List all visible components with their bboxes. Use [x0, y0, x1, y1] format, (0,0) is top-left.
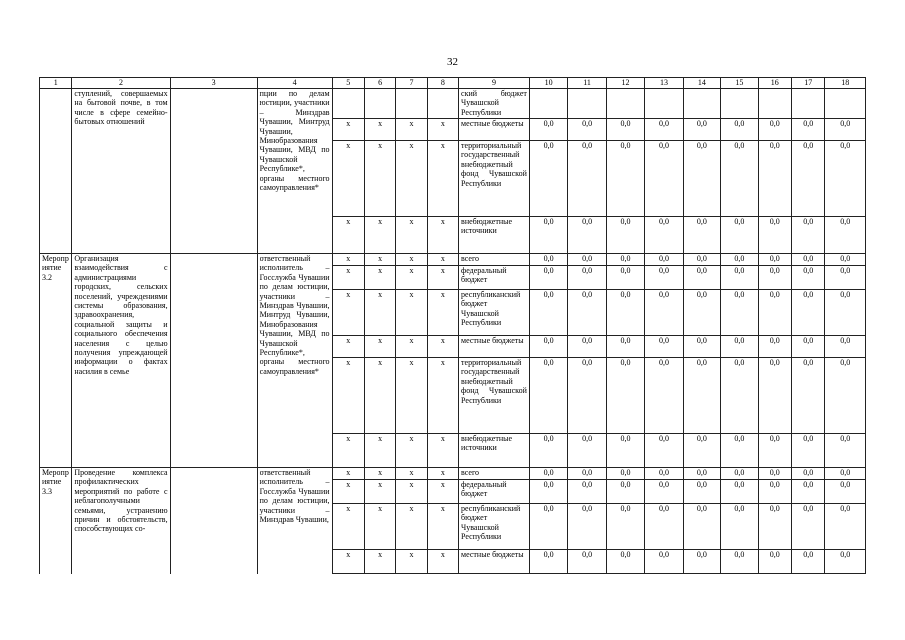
code-mark: х	[396, 358, 427, 434]
funding-value: 0,0	[568, 504, 606, 550]
executors: ответственный исполнитель – Госслужба Чувашии по делам юстиции, участники – Минздрав Чувашии, Минтруд Чувашии, Минобразования Чувашии, МВД по Чувашской Республике*, органы местного самоуправления*	[257, 254, 332, 468]
column-header: 17	[792, 78, 825, 89]
code-mark: х	[364, 468, 395, 480]
empty-cell	[170, 254, 257, 468]
code-mark: х	[332, 217, 364, 254]
funding-value: 0,0	[721, 550, 758, 574]
funding-value: 0,0	[721, 336, 758, 358]
funding-value	[825, 89, 866, 119]
funding-value: 0,0	[529, 266, 567, 290]
code-mark: х	[427, 266, 458, 290]
funding-value: 0,0	[825, 119, 866, 141]
code-mark: х	[427, 504, 458, 550]
funding-value: 0,0	[721, 480, 758, 504]
funding-value: 0,0	[825, 217, 866, 254]
funding-value: 0,0	[683, 119, 720, 141]
funding-value: 0,0	[825, 480, 866, 504]
code-mark: х	[396, 290, 427, 336]
funding-value: 0,0	[792, 358, 825, 434]
funding-value: 0,0	[645, 336, 683, 358]
funding-value: 0,0	[683, 336, 720, 358]
funding-value: 0,0	[758, 266, 791, 290]
funding-value	[568, 89, 606, 119]
code-mark: х	[364, 119, 395, 141]
funding-value: 0,0	[529, 550, 567, 574]
program-table	[39, 77, 866, 574]
code-mark: х	[396, 217, 427, 254]
funding-value: 0,0	[645, 290, 683, 336]
funding-source: всего	[459, 254, 530, 266]
code-mark: х	[427, 480, 458, 504]
funding-value: 0,0	[825, 290, 866, 336]
column-header: 14	[683, 78, 720, 89]
funding-value: 0,0	[792, 217, 825, 254]
funding-value: 0,0	[529, 254, 567, 266]
code-mark: х	[332, 119, 364, 141]
funding-value: 0,0	[758, 336, 791, 358]
code-mark: х	[396, 504, 427, 550]
funding-value: 0,0	[825, 358, 866, 434]
funding-value: 0,0	[645, 504, 683, 550]
code-mark: х	[396, 480, 427, 504]
funding-source: территориальный государственный внебюджетный фонд Чувашской Республики	[459, 358, 530, 434]
funding-value: 0,0	[721, 504, 758, 550]
funding-source: внебюджетные источники	[459, 217, 530, 254]
funding-value: 0,0	[529, 141, 567, 217]
funding-value: 0,0	[792, 254, 825, 266]
funding-value: 0,0	[758, 290, 791, 336]
funding-value: 0,0	[683, 290, 720, 336]
funding-value: 0,0	[606, 468, 644, 480]
code-mark: х	[427, 336, 458, 358]
funding-value: 0,0	[721, 290, 758, 336]
empty-cell	[170, 468, 257, 574]
code-mark: х	[427, 434, 458, 468]
code-mark: х	[427, 358, 458, 434]
funding-value: 0,0	[645, 468, 683, 480]
funding-value: 0,0	[568, 358, 606, 434]
funding-value: 0,0	[683, 141, 720, 217]
funding-value: 0,0	[683, 254, 720, 266]
measure-name: Проведение комплекса профилактических мероприятий по работе с неблагополучными семьями, устранению причин и обстоятельств, способствующих со-	[72, 468, 170, 574]
funding-value: 0,0	[683, 434, 720, 468]
funding-value: 0,0	[683, 217, 720, 254]
funding-value: 0,0	[606, 119, 644, 141]
code-mark: х	[332, 434, 364, 468]
funding-value: 0,0	[606, 290, 644, 336]
funding-value: 0,0	[792, 504, 825, 550]
funding-value: 0,0	[606, 141, 644, 217]
funding-value: 0,0	[758, 358, 791, 434]
funding-value: 0,0	[792, 141, 825, 217]
funding-value: 0,0	[825, 141, 866, 217]
funding-value: 0,0	[683, 504, 720, 550]
funding-value: 0,0	[825, 550, 866, 574]
code-mark: х	[427, 254, 458, 266]
funding-value: 0,0	[825, 434, 866, 468]
funding-value: 0,0	[683, 480, 720, 504]
funding-value: 0,0	[758, 119, 791, 141]
code-mark: х	[332, 266, 364, 290]
column-header: 2	[72, 78, 170, 89]
funding-value: 0,0	[721, 217, 758, 254]
funding-source: внебюджетные источники	[459, 434, 530, 468]
funding-value: 0,0	[758, 254, 791, 266]
table-row	[40, 89, 866, 119]
funding-source: территориальный государственный внебюджетный фонд Чувашской Республики	[459, 141, 530, 217]
code-mark: х	[332, 468, 364, 480]
funding-value: 0,0	[606, 550, 644, 574]
funding-value: 0,0	[758, 480, 791, 504]
funding-value: 0,0	[721, 358, 758, 434]
funding-value: 0,0	[568, 119, 606, 141]
funding-value: 0,0	[529, 217, 567, 254]
funding-value: 0,0	[529, 468, 567, 480]
funding-value: 0,0	[568, 217, 606, 254]
funding-value: 0,0	[792, 290, 825, 336]
code-mark: х	[332, 290, 364, 336]
funding-value: 0,0	[683, 468, 720, 480]
funding-source: республиканский бюджет Чувашской Республики	[459, 504, 530, 550]
funding-value: 0,0	[792, 550, 825, 574]
column-header: 8	[427, 78, 458, 89]
code-mark: х	[332, 480, 364, 504]
funding-value: 0,0	[792, 266, 825, 290]
funding-source: ский бюджет Чувашской Республики	[459, 89, 530, 119]
funding-value: 0,0	[606, 504, 644, 550]
funding-value: 0,0	[568, 266, 606, 290]
code-mark: х	[427, 290, 458, 336]
column-header: 11	[568, 78, 606, 89]
code-mark: х	[364, 336, 395, 358]
funding-value: 0,0	[645, 266, 683, 290]
column-header: 4	[257, 78, 332, 89]
code-mark: х	[427, 119, 458, 141]
code-mark: х	[396, 550, 427, 574]
funding-value: 0,0	[792, 336, 825, 358]
funding-value: 0,0	[758, 434, 791, 468]
column-header: 7	[396, 78, 427, 89]
code-mark: х	[396, 434, 427, 468]
measure-number: Мероприятие 3.3	[40, 468, 72, 574]
funding-value: 0,0	[645, 480, 683, 504]
code-mark: х	[396, 141, 427, 217]
executors: пции по делам юстиции, участники – Минздрав Чувашии, Минтруд Чувашии, Минобразования Чувашии, МВД по Чувашской Республике*, органы местного самоуправления*	[257, 89, 332, 254]
code-mark: х	[396, 266, 427, 290]
empty-cell	[170, 89, 257, 254]
funding-value: 0,0	[683, 358, 720, 434]
code-mark: х	[364, 217, 395, 254]
code-mark: х	[364, 504, 395, 550]
page-number: 32	[447, 56, 458, 68]
funding-value: 0,0	[792, 434, 825, 468]
funding-value	[529, 89, 567, 119]
code-mark: х	[364, 358, 395, 434]
funding-value: 0,0	[529, 434, 567, 468]
funding-value: 0,0	[645, 217, 683, 254]
column-header: 18	[825, 78, 866, 89]
funding-value: 0,0	[568, 141, 606, 217]
column-header: 3	[170, 78, 257, 89]
funding-value	[645, 89, 683, 119]
funding-value: 0,0	[606, 434, 644, 468]
code-mark: х	[332, 336, 364, 358]
funding-source: всего	[459, 468, 530, 480]
code-mark: х	[427, 550, 458, 574]
funding-value: 0,0	[568, 254, 606, 266]
funding-value: 0,0	[721, 119, 758, 141]
funding-value: 0,0	[825, 266, 866, 290]
funding-value: 0,0	[529, 504, 567, 550]
funding-value: 0,0	[825, 336, 866, 358]
measure-number: Мероприятие 3.2	[40, 254, 72, 468]
funding-value: 0,0	[645, 550, 683, 574]
column-header: 16	[758, 78, 791, 89]
funding-value	[721, 89, 758, 119]
code-mark: х	[364, 434, 395, 468]
measure-number	[40, 89, 72, 254]
funding-value: 0,0	[792, 468, 825, 480]
column-header: 1	[40, 78, 72, 89]
funding-value: 0,0	[792, 119, 825, 141]
measure-name: ступлений, совершаемых на бытовой почве, в том числе в сфере семейно-бытовых отношений	[72, 89, 170, 254]
funding-value: 0,0	[825, 254, 866, 266]
executors: ответственный исполнитель – Госслужба Чувашии по делам юстиции, участники – Минздрав Чувашии,	[257, 468, 332, 574]
code-mark: х	[332, 504, 364, 550]
code-mark: х	[332, 358, 364, 434]
funding-value: 0,0	[825, 504, 866, 550]
funding-value	[683, 89, 720, 119]
funding-source: федеральный бюджет	[459, 266, 530, 290]
column-header: 5	[332, 78, 364, 89]
table-row	[40, 254, 866, 266]
code-mark: х	[332, 254, 364, 266]
funding-value: 0,0	[568, 290, 606, 336]
funding-value: 0,0	[721, 266, 758, 290]
funding-value: 0,0	[792, 480, 825, 504]
code-mark	[364, 89, 395, 119]
code-mark: х	[364, 266, 395, 290]
measure-name: Организация взаимодействия с администрациями городских, сельских поселений, учреждениями системы образования, здравоохранения, социальной защиты и социального обеспечения населения с целью получения упреждающей информации о фактах насилия в семье	[72, 254, 170, 468]
code-mark	[427, 89, 458, 119]
code-mark: х	[427, 468, 458, 480]
funding-value: 0,0	[568, 434, 606, 468]
funding-value: 0,0	[683, 550, 720, 574]
column-header-row	[40, 78, 866, 89]
funding-value: 0,0	[721, 468, 758, 480]
funding-value: 0,0	[683, 266, 720, 290]
code-mark: х	[332, 550, 364, 574]
funding-value	[606, 89, 644, 119]
funding-value: 0,0	[645, 141, 683, 217]
funding-value: 0,0	[721, 254, 758, 266]
funding-source: местные бюджеты	[459, 119, 530, 141]
code-mark: х	[364, 254, 395, 266]
funding-value: 0,0	[529, 336, 567, 358]
funding-source: местные бюджеты	[459, 336, 530, 358]
column-header: 15	[721, 78, 758, 89]
funding-value: 0,0	[568, 336, 606, 358]
funding-value: 0,0	[606, 254, 644, 266]
funding-value: 0,0	[721, 434, 758, 468]
funding-value: 0,0	[529, 119, 567, 141]
funding-value: 0,0	[606, 480, 644, 504]
code-mark: х	[364, 480, 395, 504]
funding-source: местные бюджеты	[459, 550, 530, 574]
funding-value: 0,0	[568, 550, 606, 574]
funding-value: 0,0	[606, 266, 644, 290]
table-row	[40, 468, 866, 480]
funding-value: 0,0	[568, 480, 606, 504]
code-mark	[332, 89, 364, 119]
code-mark: х	[396, 119, 427, 141]
column-header: 10	[529, 78, 567, 89]
code-mark: х	[332, 141, 364, 217]
funding-value: 0,0	[529, 290, 567, 336]
code-mark: х	[364, 141, 395, 217]
code-mark: х	[364, 290, 395, 336]
funding-value: 0,0	[825, 468, 866, 480]
column-header: 13	[645, 78, 683, 89]
funding-value	[792, 89, 825, 119]
funding-value: 0,0	[606, 217, 644, 254]
funding-value: 0,0	[529, 480, 567, 504]
column-header: 12	[606, 78, 644, 89]
funding-value: 0,0	[606, 358, 644, 434]
code-mark: х	[427, 141, 458, 217]
funding-source: федеральный бюджет	[459, 480, 530, 504]
funding-value: 0,0	[645, 434, 683, 468]
funding-value: 0,0	[758, 550, 791, 574]
funding-value: 0,0	[645, 254, 683, 266]
column-header: 9	[459, 78, 530, 89]
funding-value: 0,0	[529, 358, 567, 434]
code-mark: х	[427, 217, 458, 254]
code-mark: х	[396, 468, 427, 480]
code-mark: х	[396, 336, 427, 358]
funding-source: республиканский бюджет Чувашской Республики	[459, 290, 530, 336]
funding-value: 0,0	[758, 217, 791, 254]
code-mark: х	[396, 254, 427, 266]
code-mark	[396, 89, 427, 119]
funding-value: 0,0	[721, 141, 758, 217]
funding-value	[758, 89, 791, 119]
funding-value: 0,0	[568, 468, 606, 480]
funding-value: 0,0	[758, 504, 791, 550]
funding-value: 0,0	[645, 358, 683, 434]
code-mark: х	[364, 550, 395, 574]
funding-value: 0,0	[758, 141, 791, 217]
funding-value: 0,0	[758, 468, 791, 480]
funding-value: 0,0	[645, 119, 683, 141]
column-header: 6	[364, 78, 395, 89]
funding-value: 0,0	[606, 336, 644, 358]
